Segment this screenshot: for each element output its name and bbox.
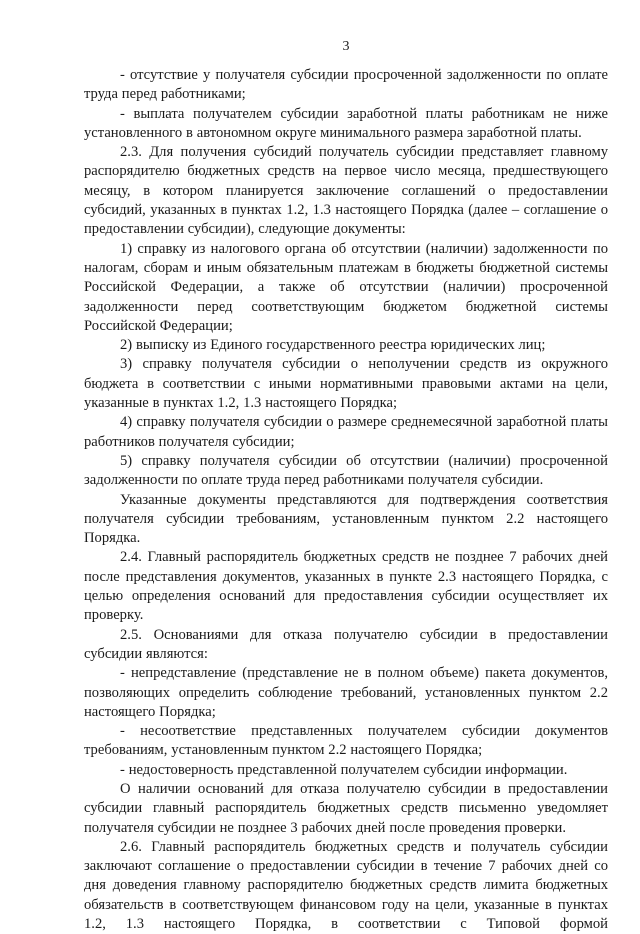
paragraph: 2.4. Главный распорядитель бюджетных средств не позднее 7 рабочих дней после представления документов, указанных в пункте 2.3 настоящего Порядка, с целью определения оснований для предоставления субсидии осуществляет их проверку. bbox=[84, 549, 608, 624]
paragraph: 4) справку получателя субсидии о размере среднемесячной заработной платы работников получателя субсидии; bbox=[84, 414, 608, 450]
paragraph: О наличии оснований для отказа получателю субсидии в предоставлении субсидии главный распорядитель бюджетных средств письменно уведомляет получателя субсидии не позднее 3 рабочих дней после проведения проверки. bbox=[84, 780, 608, 836]
paragraph: 1) справку из налогового органа об отсутствии (наличии) задолженности по налогам, сборам и иным обязательным платежам в бюджеты бюджетной системы Российской Федерации, а также об отсутствии (наличии) просроченной задолженности перед соответствующим бюджетом бюджетной системы Российской Федерации; bbox=[84, 240, 608, 334]
page-number: 3 bbox=[342, 39, 350, 54]
paragraph: 2.6. Главный распорядитель бюджетных средств и получатель субсидии заключают соглашение о предоставлении субсидии в течение 7 рабочих дней со дня доведения главному распорядителю бюджетных средств лимита бюджетных обязательств в соответствующем финансовом году на цели, указанные в пунктах 1.2, 1.3 настоящего Порядка, в соответствии с Типовой формой bbox=[84, 838, 608, 933]
paragraph: 2.5. Основаниями для отказа получателю субсидии в предоставлении субсидии являются: bbox=[84, 626, 608, 662]
paragraph: - отсутствие у получателя субсидии просроченной задолженности по оплате труда перед работниками; bbox=[84, 67, 608, 103]
paragraph: - несоответствие представленных получателем субсидии документов требованиям, установленным пунктом 2.2 настоящего Порядка; bbox=[84, 723, 608, 759]
paragraph: Указанные документы представляются для подтверждения соответствия получателя субсидии требованиям, установленным пунктом 2.2 настоящего Порядка. bbox=[84, 491, 608, 547]
paragraph: - выплата получателем субсидии заработной платы работникам не ниже установленного в автономном округе минимального размера заработной платы. bbox=[84, 105, 608, 141]
paragraph: 2) выписку из Единого государственного реестра юридических лиц; bbox=[120, 337, 546, 354]
paragraph: 2.3. Для получения субсидий получатель субсидии представляет главному распорядителю бюджетных средств на первое число месяца, предшествующего месяцу, в котором планируется заключение соглашений о предоставлении субсидий, указанных в пунктах 1.2, 1.3 настоящего Порядка (далее – соглашение о предоставлении субсидии), следующие документы: bbox=[84, 144, 608, 238]
paragraph: 5) справку получателя субсидии об отсутствии (наличии) просроченной задолженности по оплате труда перед работниками получателя субсидии. bbox=[84, 452, 608, 489]
paragraph: - недостоверность представленной получателем субсидии информации. bbox=[120, 761, 568, 778]
paragraph: 3) справку получателя субсидии о неполучении средств из окружного бюджета в соответствии с иными нормативными правовыми актами на цели, указанные в пунктах 1.2, 1.3 настоящего Порядка; bbox=[84, 356, 608, 412]
paragraph: - непредставление (представление не в полном объеме) пакета документов, позволяющих определить соблюдение требований, установленных пунктом 2.2 настоящего Порядка; bbox=[84, 665, 608, 720]
